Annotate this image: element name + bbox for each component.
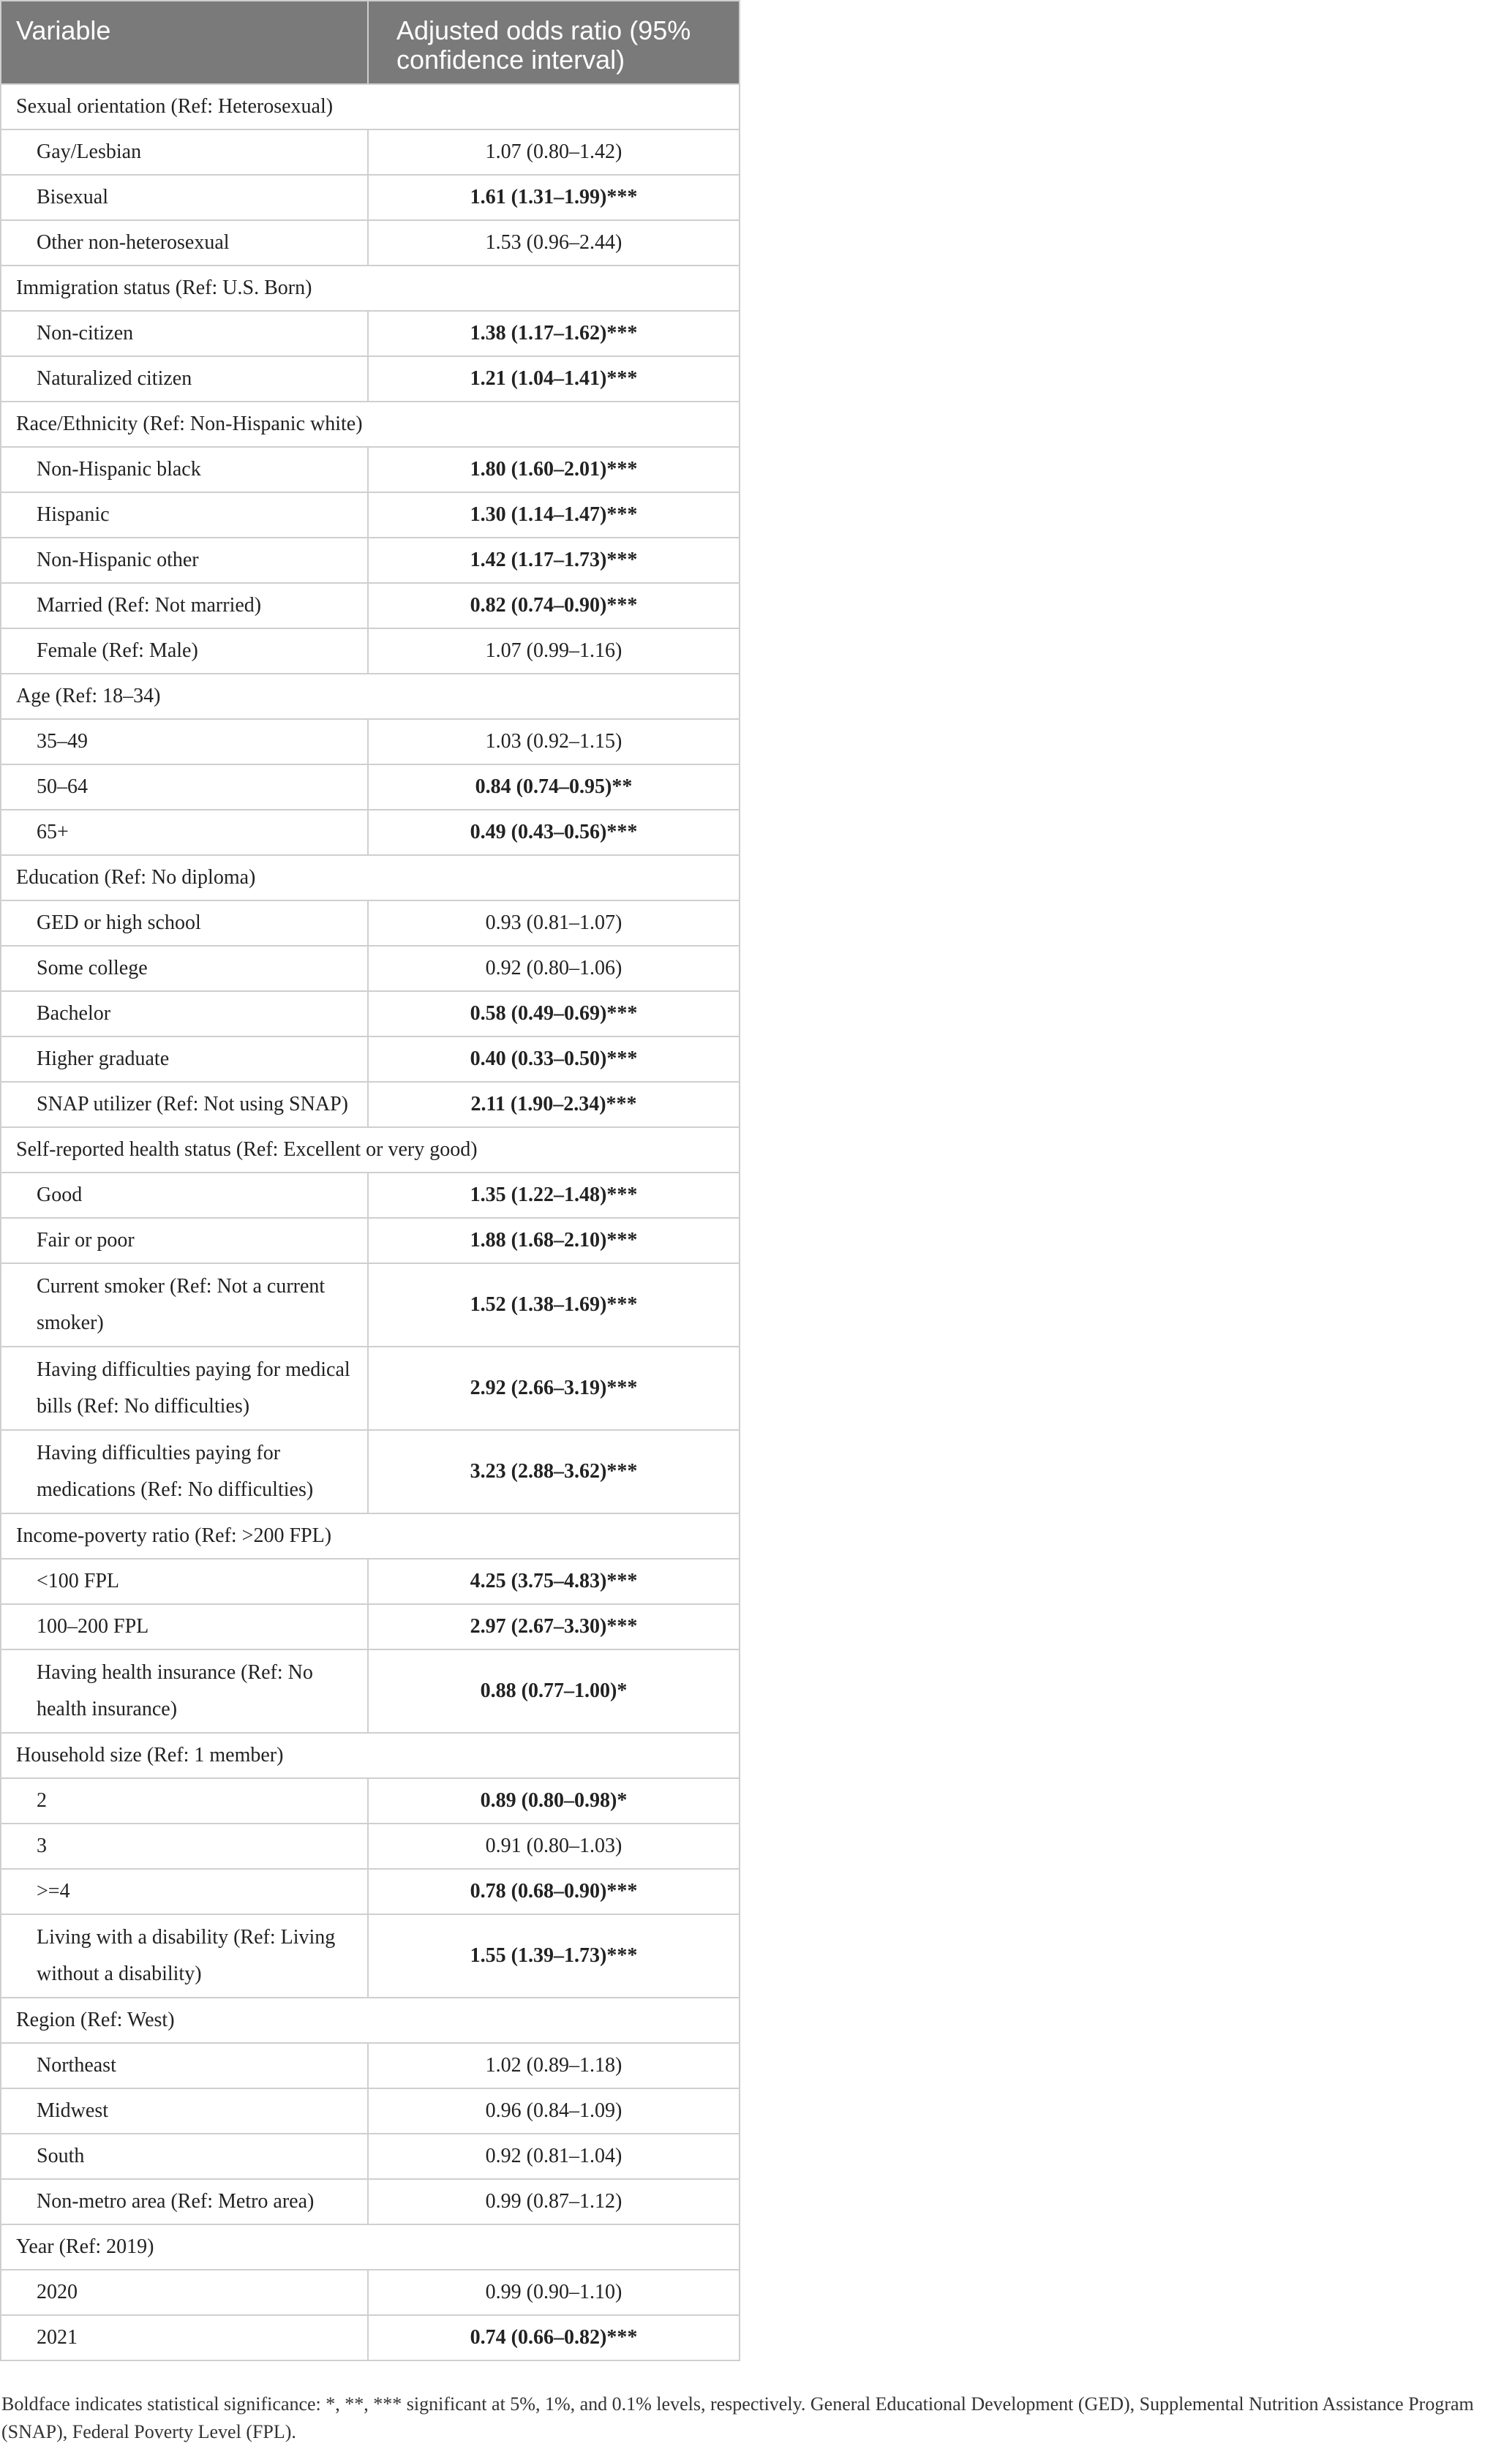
odds-ratio-value: 1.88 (1.68–2.10)***	[368, 1218, 740, 1263]
table-row	[1, 2134, 740, 2179]
odds-ratio-table	[0, 0, 740, 2361]
variable-label: 65+	[1, 810, 368, 855]
table-row	[1, 1263, 740, 1347]
odds-ratio-value: 0.40 (0.33–0.50)***	[368, 1036, 740, 1082]
variable-label: South	[1, 2134, 368, 2179]
table-row	[1, 129, 740, 175]
variable-label: Having difficulties paying for medications (Ref: No difficulties)	[1, 1430, 368, 1513]
odds-ratio-value: 0.89 (0.80–0.98)*	[368, 1778, 740, 1824]
table-row	[1, 1218, 740, 1263]
odds-ratio-value: 0.49 (0.43–0.56)***	[368, 810, 740, 855]
table-row	[1, 628, 740, 674]
table-row	[1, 1604, 740, 1649]
group-label: Immigration status (Ref: U.S. Born)	[1, 266, 740, 311]
group-label: Age (Ref: 18–34)	[1, 674, 740, 719]
group-label: Year (Ref: 2019)	[1, 2224, 740, 2270]
table-row	[1, 1649, 740, 1733]
group-label: Income-poverty ratio (Ref: >200 FPL)	[1, 1513, 740, 1559]
odds-ratio-value: 1.52 (1.38–1.69)***	[368, 1263, 740, 1347]
header-adjusted-odds-ratio: Adjusted odds ratio (95% confidence interval)	[368, 1, 740, 84]
odds-ratio-value: 1.55 (1.39–1.73)***	[368, 1914, 740, 1998]
variable-label: 35–49	[1, 719, 368, 764]
odds-ratio-value: 3.23 (2.88–3.62)***	[368, 1430, 740, 1513]
table-row	[1, 946, 740, 991]
table-row	[1, 1869, 740, 1914]
group-label: Education (Ref: No diploma)	[1, 855, 740, 900]
variable-label: Non-citizen	[1, 311, 368, 356]
odds-ratio-value: 0.88 (0.77–1.00)*	[368, 1649, 740, 1733]
table-row	[1, 2315, 740, 2360]
group-header-row	[1, 402, 740, 447]
table-row	[1, 2088, 740, 2134]
odds-ratio-value: 0.78 (0.68–0.90)***	[368, 1869, 740, 1914]
odds-ratio-value: 1.07 (0.99–1.16)	[368, 628, 740, 674]
variable-label: Non-Hispanic black	[1, 447, 368, 492]
group-header-row	[1, 674, 740, 719]
variable-label: Some college	[1, 946, 368, 991]
odds-ratio-value: 2.92 (2.66–3.19)***	[368, 1347, 740, 1430]
odds-ratio-value: 0.91 (0.80–1.03)	[368, 1824, 740, 1869]
variable-label: >=4	[1, 1869, 368, 1914]
table-row	[1, 1036, 740, 1082]
table-row	[1, 220, 740, 266]
group-label: Self-reported health status (Ref: Excellent or very good)	[1, 1127, 740, 1173]
odds-ratio-value: 1.61 (1.31–1.99)***	[368, 175, 740, 220]
table-row	[1, 2270, 740, 2315]
variable-label: Non-metro area (Ref: Metro area)	[1, 2179, 368, 2224]
group-header-row	[1, 855, 740, 900]
variable-label: Bachelor	[1, 991, 368, 1036]
group-label: Race/Ethnicity (Ref: Non-Hispanic white)	[1, 402, 740, 447]
variable-label: Midwest	[1, 2088, 368, 2134]
table-header	[1, 1, 740, 84]
table-row	[1, 1347, 740, 1430]
odds-ratio-value: 0.82 (0.74–0.90)***	[368, 583, 740, 628]
odds-ratio-value: 1.53 (0.96–2.44)	[368, 220, 740, 266]
odds-ratio-value: 2.11 (1.90–2.34)***	[368, 1082, 740, 1127]
odds-ratio-value: 0.92 (0.81–1.04)	[368, 2134, 740, 2179]
variable-label: Other non-heterosexual	[1, 220, 368, 266]
variable-label: 100–200 FPL	[1, 1604, 368, 1649]
table-row	[1, 583, 740, 628]
table-row	[1, 538, 740, 583]
table-row	[1, 447, 740, 492]
table-body	[1, 84, 740, 2360]
variable-label: <100 FPL	[1, 1559, 368, 1604]
table-row	[1, 2043, 740, 2088]
variable-label: Non-Hispanic other	[1, 538, 368, 583]
odds-ratio-value: 1.03 (0.92–1.15)	[368, 719, 740, 764]
table-row	[1, 900, 740, 946]
group-header-row	[1, 1127, 740, 1173]
group-label: Household size (Ref: 1 member)	[1, 1733, 740, 1778]
odds-ratio-value: 0.92 (0.80–1.06)	[368, 946, 740, 991]
table-row	[1, 719, 740, 764]
variable-label: Fair or poor	[1, 1218, 368, 1263]
odds-ratio-value: 0.99 (0.90–1.10)	[368, 2270, 740, 2315]
group-header-row	[1, 1733, 740, 1778]
group-header-row	[1, 1998, 740, 2043]
variable-label: Naturalized citizen	[1, 356, 368, 402]
variable-label: Hispanic	[1, 492, 368, 538]
table-footnote: Boldface indicates statistical significance: *, **, *** significant at 5%, 1%, and 0.1% levels, respectively. General Educational Development (GED), Supplemental Nutrition Assistance Program (SNAP), Federal Poverty Level (FPL).	[1, 2393, 1474, 2442]
table-header-row	[1, 1, 740, 84]
odds-ratio-value: 1.80 (1.60–2.01)***	[368, 447, 740, 492]
odds-ratio-value: 1.21 (1.04–1.41)***	[368, 356, 740, 402]
odds-ratio-value: 0.74 (0.66–0.82)***	[368, 2315, 740, 2360]
table-row	[1, 1082, 740, 1127]
odds-ratio-value: 1.07 (0.80–1.42)	[368, 129, 740, 175]
variable-label: Married (Ref: Not married)	[1, 583, 368, 628]
variable-label: Female (Ref: Male)	[1, 628, 368, 674]
odds-ratio-value: 1.02 (0.89–1.18)	[368, 2043, 740, 2088]
group-label: Region (Ref: West)	[1, 1998, 740, 2043]
variable-label: Good	[1, 1173, 368, 1218]
variable-label: Bisexual	[1, 175, 368, 220]
table-row	[1, 492, 740, 538]
table-row	[1, 1173, 740, 1218]
group-header-row	[1, 2224, 740, 2270]
odds-ratio-value: 1.35 (1.22–1.48)***	[368, 1173, 740, 1218]
variable-label: Having difficulties paying for medical bills (Ref: No difficulties)	[1, 1347, 368, 1430]
variable-label: Northeast	[1, 2043, 368, 2088]
group-header-row	[1, 84, 740, 129]
variable-label: 50–64	[1, 764, 368, 810]
odds-ratio-value: 0.96 (0.84–1.09)	[368, 2088, 740, 2134]
variable-label: Having health insurance (Ref: No health insurance)	[1, 1649, 368, 1733]
odds-ratio-value: 0.93 (0.81–1.07)	[368, 900, 740, 946]
table-row	[1, 356, 740, 402]
group-header-row	[1, 266, 740, 311]
variable-label: 3	[1, 1824, 368, 1869]
table-row	[1, 810, 740, 855]
table-row	[1, 1778, 740, 1824]
variable-label: Gay/Lesbian	[1, 129, 368, 175]
variable-label: SNAP utilizer (Ref: Not using SNAP)	[1, 1082, 368, 1127]
variable-label: 2	[1, 1778, 368, 1824]
odds-ratio-value: 0.84 (0.74–0.95)**	[368, 764, 740, 810]
variable-label: GED or high school	[1, 900, 368, 946]
variable-label: Current smoker (Ref: Not a current smoker)	[1, 1263, 368, 1347]
odds-ratio-value: 1.42 (1.17–1.73)***	[368, 538, 740, 583]
table-row	[1, 311, 740, 356]
variable-label: 2020	[1, 2270, 368, 2315]
odds-ratio-value: 0.99 (0.87–1.12)	[368, 2179, 740, 2224]
group-label: Sexual orientation (Ref: Heterosexual)	[1, 84, 740, 129]
variable-label: 2021	[1, 2315, 368, 2360]
table-row	[1, 764, 740, 810]
table-row	[1, 1914, 740, 1998]
table-row	[1, 2179, 740, 2224]
odds-ratio-value: 1.38 (1.17–1.62)***	[368, 311, 740, 356]
table-row	[1, 175, 740, 220]
group-header-row	[1, 1513, 740, 1559]
odds-ratio-value: 0.58 (0.49–0.69)***	[368, 991, 740, 1036]
odds-ratio-value: 4.25 (3.75–4.83)***	[368, 1559, 740, 1604]
table-row	[1, 991, 740, 1036]
table-row	[1, 1430, 740, 1513]
odds-ratio-value: 2.97 (2.67–3.30)***	[368, 1604, 740, 1649]
table-row	[1, 1559, 740, 1604]
table-row	[1, 1824, 740, 1869]
header-variable: Variable	[1, 1, 368, 84]
odds-ratio-value: 1.30 (1.14–1.47)***	[368, 492, 740, 538]
variable-label: Higher graduate	[1, 1036, 368, 1082]
variable-label: Living with a disability (Ref: Living without a disability)	[1, 1914, 368, 1998]
